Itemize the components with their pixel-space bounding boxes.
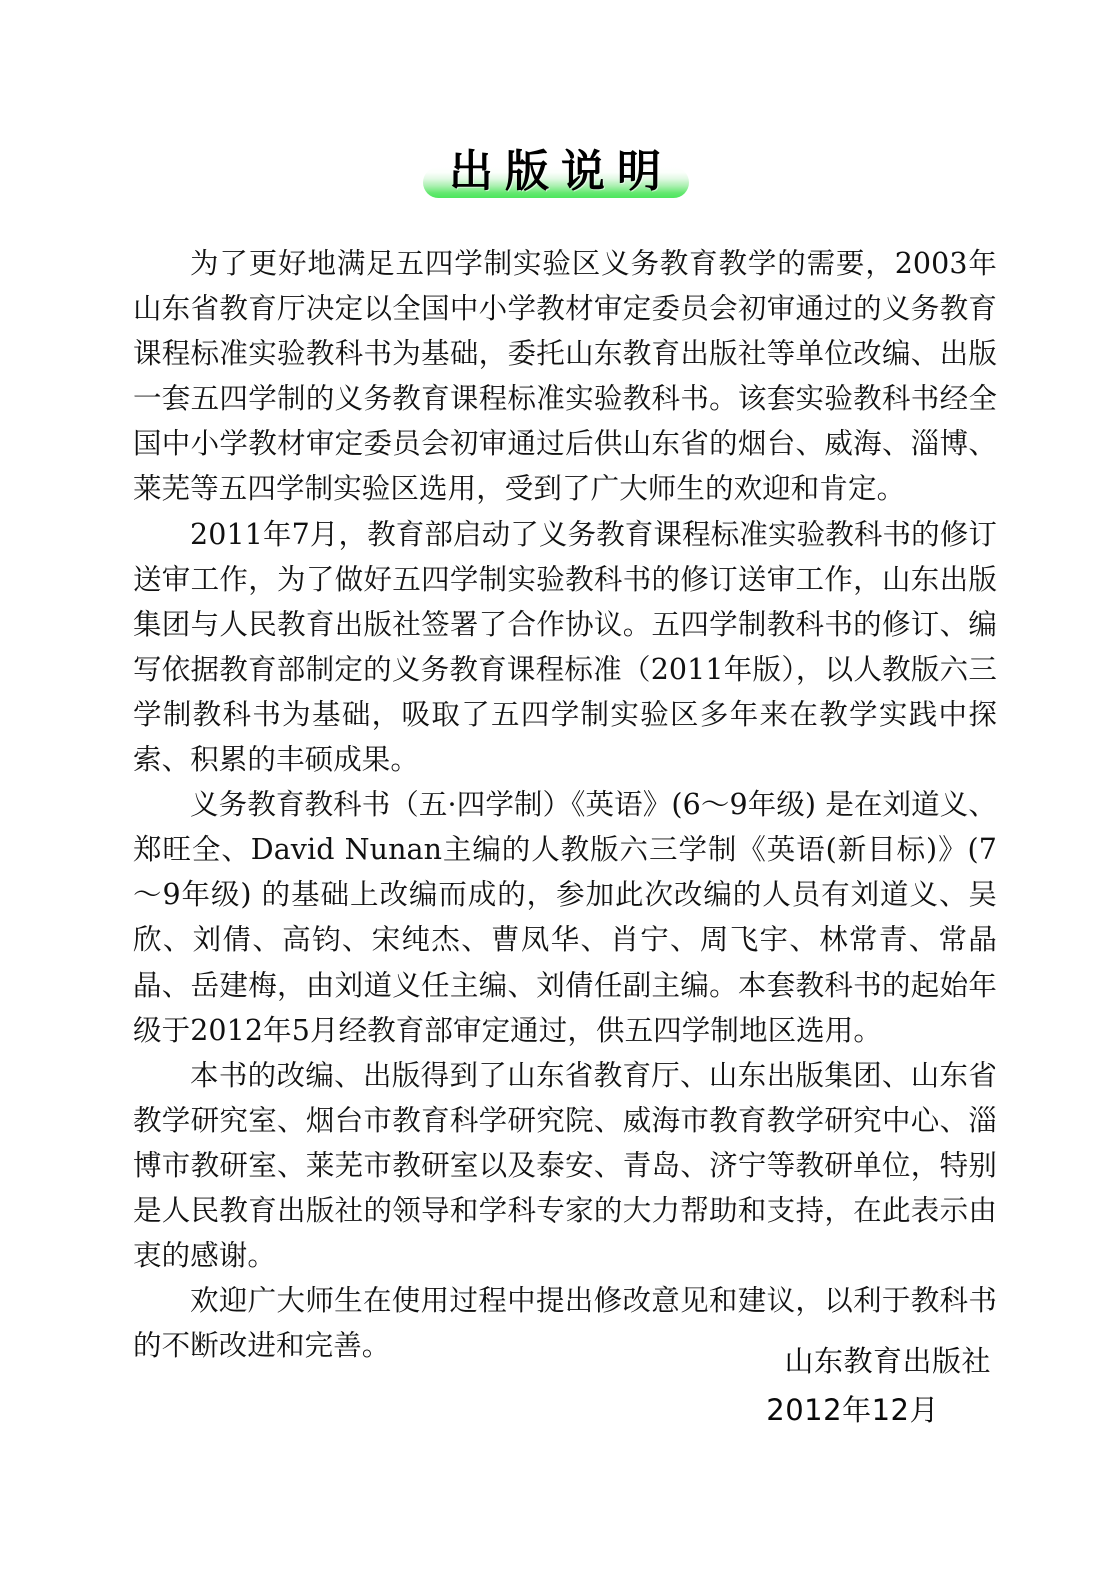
title-banner xyxy=(435,146,675,197)
paragraph-4: 本书的改编、出版得到了山东省教育厅、山东出版集团、山东省教学研究室、烟台市教育科学研究院、威海市教育教学研究中心、淄博市教研室、莱芜市教研室以及泰安、青岛、济宁等教研单位，特别是人民教育出版社的领导和学科专家的大力帮助和支持，在此表示由衷的感谢。 xyxy=(133,1058,997,1273)
signature-publisher: 山东教育出版社 xyxy=(784,1344,991,1378)
signature-date: 2012年12月 xyxy=(766,1393,939,1427)
page-title-block xyxy=(0,146,1110,197)
paragraph-1: 为了更好地满足五四学制实验区义务教育教学的需要，2003年山东省教育厅决定以全国中小学教材审定委员会初审通过的义务教育课程标准实验教科书为基础，委托山东教育出版社等单位改编、出版一套五四学制的义务教育课程标准实验教科书。该套实验教科书经全国中小学教材审定委员会初审通过后供山东省的烟台、威海、淄博、莱芜等五四学制实验区选用，受到了广大师生的欢迎和肯定。 xyxy=(133,247,997,506)
paragraph-5: 欢迎广大师生在使用过程中提出修改意见和建议，以利于教科书的不断改进和完善。 xyxy=(133,1284,997,1363)
paragraph-3: 义务教育教科书（五·四学制）《英语》(6～9年级) 是在刘道义、郑旺全、David Nunan主编的人教版六三学制《英语(新目标)》(7～9年级) 的基础上改编而成的，参加此次改编的人员有刘道义、吴欣、刘倩、高钧、宋纯杰、曹凤华、肖宁、周飞宇、林常青、常晶晶、岳建梅，由刘道义任主编、刘倩任副主编。本套教科书的起始年级于2012年5月经教育部审定通过，供五四学制地区选用。 xyxy=(133,788,997,1047)
page-title: 出版说明 xyxy=(449,146,673,197)
paragraph-2: 2011年7月，教育部启动了义务教育课程标准实验教科书的修订送审工作，为了做好五四学制实验教科书的修订送审工作，山东出版集团与人民教育出版社签署了合作协议。五四学制教科书的修订、编写依据教育部制定的义务教育课程标准（2011年版），以人教版六三学制教科书为基础，吸取了五四学制实验区多年来在教学实践中探索、积累的丰硕成果。 xyxy=(133,517,997,777)
body-copy xyxy=(133,241,997,1368)
signature-block xyxy=(133,1337,997,1435)
